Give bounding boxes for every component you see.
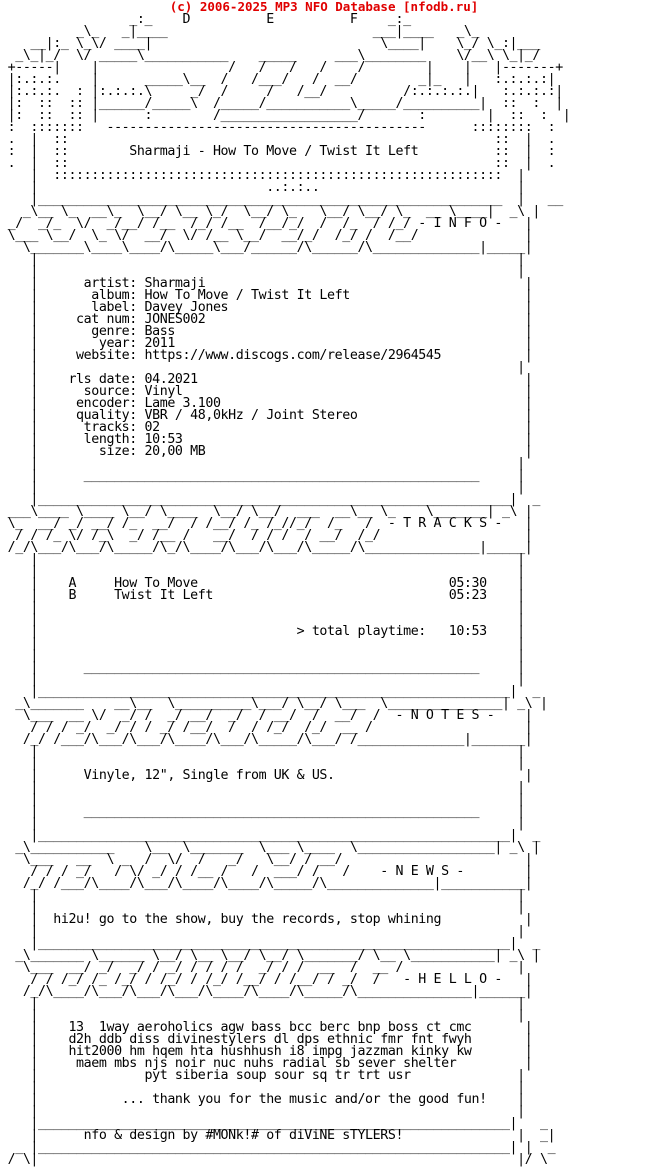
nfo-line: | | [0, 996, 525, 1011]
nfo-line: | pyt siberia soup sour sq tr trt usr | [0, 1068, 525, 1083]
nfo-line: \___ \__/ \_ \/ __/ \/ /__ \__/ __/_/ /_/ / /__/ | [0, 228, 533, 243]
nfo-line: | artist: Sharmaji | [0, 276, 533, 291]
nfo-line: |______________________________________________________________| _ [0, 828, 540, 843]
nfo-line: / / / _/ _/ / / _/ /__/ / / /_/ /_/ __ / | [0, 720, 533, 735]
nfo-line: \_ __/ _/ __/ /_ __/ / /__/ /_ /_//_/ /_ / - T R A C K S - | [0, 516, 533, 531]
nfo-line: | tracks: 02 | [0, 420, 533, 435]
nfo-line: | | [0, 1008, 525, 1023]
nfo-text-block [0, 14, 648, 1166]
nfo-line: +-----| | / / / / / | | |-------+ [0, 60, 563, 75]
nfo-line: | year: 2011 | [0, 336, 533, 351]
nfo-line: \___ __/ _/ _/ / _/ / / / / _/ / / __ / __ / | [0, 960, 525, 975]
nfo-line: | length: 10:53 | [0, 432, 533, 447]
nfo-line: | | [0, 264, 525, 279]
nfo-line: | label: Davey Jones | [0, 300, 533, 315]
nfo-line: /_/ /___/\___/\___/\____/\___/\_____/\___/ /______________|_______| [0, 732, 533, 747]
nfo-line: | 13 1way aeroholics agw bass bcc berc bnp boss ct cmc | [0, 1020, 533, 1035]
nfo-line: | | [0, 648, 525, 663]
nfo-line: _\_______ __\__ \__________\___/ \__/ \___ \_______________| _\ | [0, 696, 548, 711]
nfo-line: | ::::::::::::::::::::::::::::::::::::::::::::::::::::::::::: | [0, 168, 525, 183]
nfo-line: /_/\____/\___/\___/\___/\____/\____/\_____/\_______________|______| [0, 984, 533, 999]
nfo-line: |: :: :: |______/_____\ /_____/___________\_____/__________| :: : | [0, 96, 563, 111]
nfo-line: | source: Vinyl | [0, 384, 533, 399]
nfo-line: \___ __ \ _ / \/ / _/ \__/ / __/ | [0, 852, 533, 867]
nfo-line: | | [0, 900, 525, 915]
nfo-line: | B Twist It Left 05:23 | [0, 588, 525, 603]
nfo-line: | rls date: 04.2021 | [0, 372, 533, 387]
nfo-line: | ..:.:.. | [0, 180, 525, 195]
nfo-line: | hit2000 hm hqem hta hushhush i8 impg jazzman kinky kw | [0, 1044, 533, 1059]
nfo-line: / / /_ \/ /_\ _/ /__ / __/ / / / / __/ /_/ | [0, 528, 533, 543]
nfo-line: . | :: :: | . [0, 132, 556, 147]
nfo-line: ___\____ \____ \__/ \____ \__/ \__/ ___ __\__ \_ \_______| _\ | [0, 504, 533, 519]
nfo-line: | nfo & design by #MONk!# of diViNE sTYLERS! | _| [0, 1128, 556, 1143]
nfo-line: \_______\____\____/\_____\___/______/\______/\______________|_____| [0, 240, 533, 255]
nfo-line: _ |______________________________________________________________| | _ [0, 1140, 556, 1155]
nfo-line: | | [0, 888, 525, 903]
nfo-line: : | :: Sharmaji - How To Move / Twist It Left :: | : [0, 144, 556, 159]
nfo-line: | | [0, 564, 525, 579]
nfo-line: |:.:.:. | _____\__ / /___/ / __/ _|_ | :.:.:.:| [0, 72, 556, 87]
nfo-line: | | [0, 636, 525, 651]
nfo-line: | | [0, 756, 525, 771]
nfo-line: | | [0, 360, 525, 375]
nfo-line: / / / _/ / \/ _/ / /__ / / ___/ / / - N E W S - | [0, 864, 533, 879]
nfo-line: | quality: VBR / 48,0kHz / Joint Stereo | [0, 408, 533, 423]
nfo-line: | hi2u! go to the show, buy the records, stop whining | [0, 912, 533, 927]
nfo-line: | | [0, 1080, 525, 1095]
nfo-line: | | [0, 792, 525, 807]
nfo-line: |______________________________________________________________| _ [0, 684, 540, 699]
nfo-line: | ... thank you for the music and/or the good fun! | [0, 1092, 525, 1107]
nfo-line: _:_ D E F _:_ [0, 12, 411, 27]
nfo-line: | | [0, 924, 525, 939]
nfo-line: / / /_/ /_ /_/ / /_/ / /_/ /__/ / /__/ / _/ / - H E L L O - | [0, 972, 533, 987]
nfo-line: _\_ _|____ ___|____ _\_ [0, 24, 480, 39]
nfo-line: /_/ /___/\____/\___/\____/\____/\_____/\______________|___________| [0, 876, 533, 891]
nfo-line: |______________________________________________________________| _ [0, 492, 540, 507]
nfo-line: | size: 20,00 MB | [0, 444, 533, 459]
nfo-line: | | [0, 252, 525, 267]
nfo-line: | | [0, 744, 525, 759]
nfo-line: __|:_ \_\/ ____| \____| \_/ \_:|___ [0, 36, 540, 51]
nfo-line: | album: How To Move / Twist It Left | [0, 288, 533, 303]
nfo-line: | website: https://www.discogs.com/release/2964545 | [0, 348, 533, 363]
nfo-line: | | [0, 552, 525, 567]
nfo-line: | cat num: JONES002 | [0, 312, 533, 327]
nfo-line: | maem mbs njs noir nuc nuhs radial sb sever shelter | [0, 1056, 533, 1071]
nfo-line: |______________________________________________________________| _ [0, 936, 540, 951]
nfo-line: | d2h ddb diss divinestylers dl dps ethnic fmr fnt fwyh | [0, 1032, 533, 1047]
nfo-line: |:.:.:. : |:.:.:.\ _/ / / /__/ /:.:.:.:.| :.:.:.:| [0, 84, 563, 99]
nfo-line: | encoder: Lame 3.100 | [0, 396, 533, 411]
nfo-line: |_____________________________________________________________ | __ [0, 192, 563, 207]
nfo-line: _\_|_/ \/ _____\___________ _____ ___\________ \/__\ \_|_/ [0, 48, 540, 63]
nfo-line: \___ __ \/ _/ / _/ __/ _/ / __/ / __/ / - N O T E S - | [0, 708, 533, 723]
nfo-line: | | [0, 672, 525, 687]
nfo-line: | | [0, 480, 525, 495]
nfo-line: | Vinyle, 12", Single from UK & US. | [0, 768, 533, 783]
nfo-line: _\_______ \______ \__/ \__ \__/ \__/ \_______/ \__ \___________| _\ | [0, 948, 540, 963]
nfo-line: _\__ \_ __\_ \__/ \__ \_/ \__/ \_ \__/ \__/ \_ __ \____| _\ | [0, 204, 540, 219]
nfo-line: | > total playtime: 10:53 | [0, 624, 525, 639]
nfo-line: _\___________ \__ \_______ \___ \____ \__________________| _\ | [0, 840, 540, 855]
nfo-line: / \| |/ \ [0, 1152, 548, 1167]
nfo-line: | ____________________________________________________ | [0, 660, 525, 675]
nfo-line: : ::::::: ------------------------------------------ :::::::: : [0, 120, 556, 135]
nfo-line: | | [0, 816, 525, 831]
nfo-line: | | [0, 612, 525, 627]
nfo-line: | | [0, 1104, 525, 1119]
nfo-line: | genre: Bass | [0, 324, 533, 339]
site-banner[interactable]: (c) 2006-2025 MP3 NFO Database [nfodb.ru] [169, 0, 479, 14]
nfo-line: |______________________________________________________________| _ [0, 1116, 548, 1131]
nfo-line: | | [0, 780, 525, 795]
nfo-line: | | [0, 456, 525, 471]
nfo-line: _/ _/_ \/ _/__/ /__ /_/ /__ /__/_/ / /_ / /_/ - I N F O - | [0, 216, 533, 231]
nfo-line: | A How To Move 05:30 | [0, 576, 525, 591]
nfo-line: | | [0, 600, 525, 615]
nfo-line: |: :: :: | : /__________________/ : | :: : | [0, 108, 571, 123]
nfo-line: . | :: :: | . [0, 156, 556, 171]
nfo-line: | ____________________________________________________ | [0, 804, 525, 819]
nfo-line: /_/\___/\___/\_____/\_/\____/\___/\___/\_____/\_______________|_____| [0, 540, 533, 555]
nfo-line: | ____________________________________________________ | [0, 468, 525, 483]
